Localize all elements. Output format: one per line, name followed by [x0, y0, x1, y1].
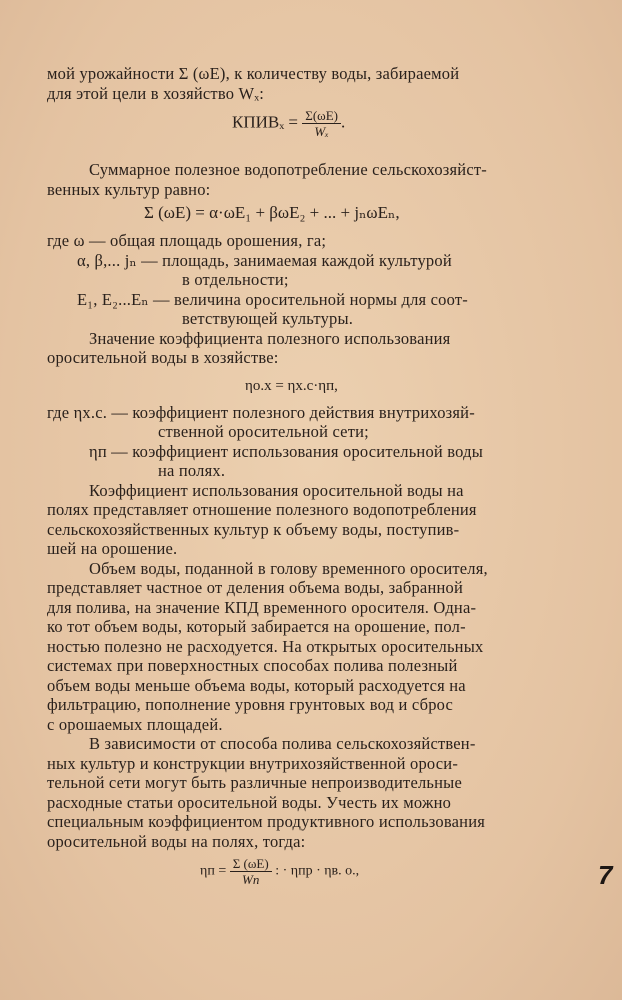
text-line: ностью полезно не расходуется. На открытых оросительных [47, 637, 484, 656]
fraction-numerator: Σ (ωE) [230, 856, 272, 872]
text-line: мой урожайности Σ (ωE), к количеству воды, забираемой [47, 64, 460, 83]
formula-tail: . [340, 112, 346, 132]
text-line: в отдельности; [182, 270, 289, 289]
formula-kpiv [232, 108, 345, 139]
fraction-denominator: Wₓ [314, 124, 329, 139]
text-line: на полях. [158, 461, 226, 480]
formula-lhs: ηп = [200, 863, 227, 879]
text-line: ко тот объем воды, который забирается на орошение, пол- [47, 617, 466, 636]
formula-fraction [230, 856, 272, 887]
text-line: Значение коэффициента полезного использования [89, 329, 451, 348]
formula-efficiency: ηо.х = ηх.с·ηп, [245, 378, 338, 394]
text-line: тельной сети могут быть различные непроизводительные [47, 773, 462, 792]
text-line: для полива, на значение КПД временного оросителя. Одна- [47, 598, 477, 617]
fraction-denominator: Wп [242, 872, 260, 887]
text-line: α, β,... jₙ — площадь, занимаемая каждой культурой [77, 251, 452, 270]
fraction-numerator: Σ(ωE) [302, 108, 341, 124]
text-line: представляет частное от деления объема воды, забранной [47, 578, 464, 597]
text-line: ных культур и конструкции внутрихозяйственной ороси- [47, 754, 459, 773]
text-line: ственной оросительной сети; [158, 422, 369, 441]
text-line: оросительной воды в хозяйстве: [47, 348, 279, 367]
text-line: E₁, E₂...Eₙ — величина оросительной нормы для соот- [77, 290, 468, 309]
text-line: полях представляет отношение полезного водопотребления [47, 500, 477, 519]
text-line: ηп — коэффициент использования оросительной воды [89, 442, 483, 461]
page-number: 7 [598, 860, 613, 890]
text-line: ветствующей культуры. [182, 309, 354, 328]
text-line: шей на орошение. [47, 539, 178, 558]
formula-lhs: КПИВₓ = [232, 112, 298, 132]
text-line: фильтрацию, пополнение уровня грунтовых вод и сброс [47, 695, 454, 714]
text-line: Суммарное полезное водопотребление сельскохозяйст- [89, 160, 487, 179]
formula-eta-field [200, 856, 359, 887]
text-line: венных культур равно: [47, 180, 211, 199]
text-line: объем воды меньше объема воды, который расходуется на [47, 676, 466, 695]
text-line: Объем воды, поданной в голову временного оросителя, [89, 559, 488, 578]
text-line: Коэффициент использования оросительной воды на [89, 481, 464, 500]
text-line: для этой цели в хозяйство Wₓ: [47, 84, 265, 103]
formula-sum: Σ (ωE) = α·ωE₁ + βωE₂ + ... + jₙωEₙ, [144, 203, 400, 222]
text-line: сельскохозяйственных культур к объему воды, поступив- [47, 520, 460, 539]
text-line: где ηх.с. — коэффициент полезного действия внутрихозяй- [47, 403, 475, 422]
text-line: где ω — общая площадь орошения, га; [47, 231, 327, 250]
text-line: специальным коэффициентом продуктивного использования [47, 812, 486, 831]
text-line: оросительной воды на полях, тогда: [47, 832, 306, 851]
text-line: системах при поверхностных способах полива полезный [47, 656, 458, 675]
text-line: расходные статьи оросительной воды. Учесть их можно [47, 793, 452, 812]
text-line: В зависимости от способа полива сельскохозяйствен- [89, 734, 476, 753]
formula-tail: : · ηпр · ηв. о., [275, 863, 360, 879]
formula-fraction [302, 108, 341, 139]
text-line: с орошаемых площадей. [47, 715, 223, 734]
